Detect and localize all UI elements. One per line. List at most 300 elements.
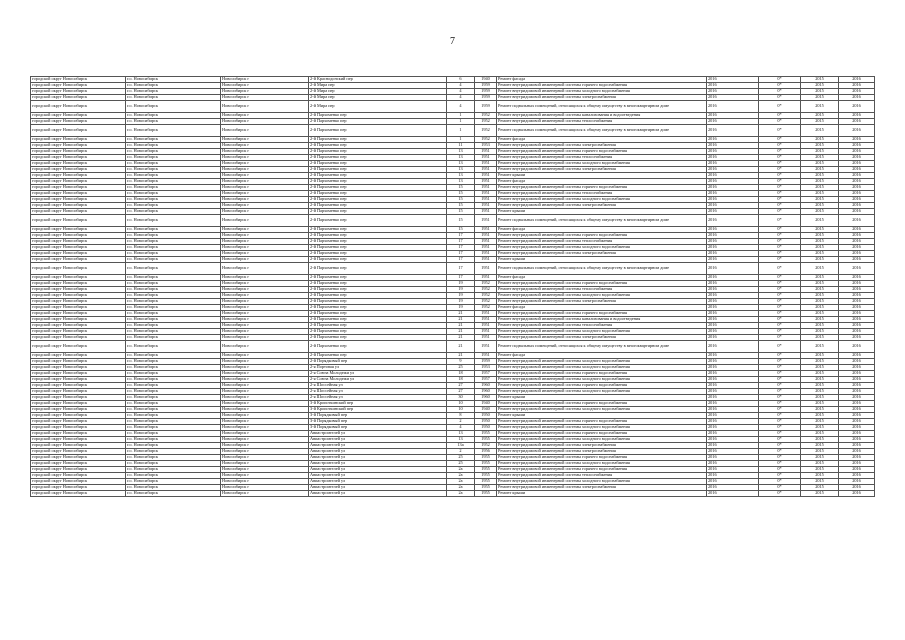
cell-city: Новосибирск г	[221, 209, 309, 215]
cell-street: 2-й Пархоменко пер	[309, 239, 447, 245]
cell-plan-year: 2016	[707, 413, 759, 419]
cell-city: Новосибирск г	[221, 317, 309, 323]
cell-street: Авиастроителей ул	[309, 467, 447, 473]
cell-settlement: г.о. Новосибирск	[126, 281, 221, 287]
cell-settlement: г.о. Новосибирск	[126, 371, 221, 377]
cell-street: 2-й Пархоменко пер	[309, 173, 447, 179]
cell-municipality: городской округ Новосибирск	[31, 167, 126, 173]
cell-settlement: г.о. Новосибирск	[126, 443, 221, 449]
cell-settlement: г.о. Новосибирск	[126, 311, 221, 317]
cell-work-type: Ремонт крыши	[497, 173, 707, 179]
cell-house-number: 1	[447, 119, 475, 125]
cell-cost-mark: 0*	[759, 209, 801, 215]
cell-settlement: г.о. Новосибирск	[126, 431, 221, 437]
cell-plan-year: 2016	[707, 407, 759, 413]
cell-house-number: 15	[447, 227, 475, 233]
cell-city: Новосибирск г	[221, 293, 309, 299]
cell-settlement: г.о. Новосибирск	[126, 413, 221, 419]
cell-period-end: 2016	[839, 161, 875, 167]
cell-plan-year: 2016	[707, 461, 759, 467]
cell-house-number: 21	[447, 341, 475, 353]
cell-period-end: 2016	[839, 83, 875, 89]
cell-period-end: 2016	[839, 335, 875, 341]
cell-street: 2-й Пархоменко пер	[309, 161, 447, 167]
cell-work-type: Ремонт внутридомовой инженерной системы горячего водоснабжения	[497, 455, 707, 461]
cell-build-year: 1951	[475, 149, 497, 155]
cell-settlement: г.о. Новосибирск	[126, 143, 221, 149]
cell-period-start: 2015	[801, 227, 839, 233]
cell-municipality: городской округ Новосибирск	[31, 173, 126, 179]
cell-city: Новосибирск г	[221, 401, 309, 407]
cell-house-number: 17	[447, 233, 475, 239]
cell-period-end: 2016	[839, 437, 875, 443]
cell-work-type: Ремонт внутридомовой инженерной системы холодного водоснабжения	[497, 329, 707, 335]
cell-municipality: городской округ Новосибирск	[31, 203, 126, 209]
cell-settlement: г.о. Новосибирск	[126, 257, 221, 263]
cell-period-end: 2016	[839, 239, 875, 245]
cell-period-end: 2016	[839, 389, 875, 395]
cell-period-end: 2016	[839, 353, 875, 359]
cell-settlement: г.о. Новосибирск	[126, 95, 221, 101]
cell-city: Новосибирск г	[221, 233, 309, 239]
cell-build-year: 1955	[475, 473, 497, 479]
cell-street: 2-й Пархоменко пер	[309, 305, 447, 311]
cell-cost-mark: 0*	[759, 185, 801, 191]
cell-build-year: 1940	[475, 401, 497, 407]
cell-house-number: 11	[447, 143, 475, 149]
cell-work-type: Ремонт внутридомовой инженерной системы холодного водоснабжения	[497, 389, 707, 395]
cell-house-number: 2	[447, 419, 475, 425]
cell-period-end: 2016	[839, 485, 875, 491]
cell-work-type: Ремонт внутридомовой инженерной системы канализования и водоотведения	[497, 113, 707, 119]
cell-street: 2-й Пархоменко пер	[309, 227, 447, 233]
cell-cost-mark: 0*	[759, 317, 801, 323]
cell-city: Новосибирск г	[221, 197, 309, 203]
cell-cost-mark: 0*	[759, 395, 801, 401]
cell-settlement: г.о. Новосибирск	[126, 467, 221, 473]
cell-build-year: 1952	[475, 119, 497, 125]
cell-house-number: 2	[447, 449, 475, 455]
cell-street: 2-й Пархоменко пер	[309, 233, 447, 239]
cell-period-start: 2015	[801, 281, 839, 287]
cell-period-end: 2016	[839, 473, 875, 479]
cell-plan-year: 2016	[707, 455, 759, 461]
cell-cost-mark: 0*	[759, 281, 801, 287]
cell-municipality: городской округ Новосибирск	[31, 479, 126, 485]
cell-street: 2-я Шоссейная ул	[309, 395, 447, 401]
cell-period-start: 2015	[801, 77, 839, 83]
cell-city: Новосибирск г	[221, 143, 309, 149]
cell-plan-year: 2016	[707, 383, 759, 389]
cell-cost-mark: 0*	[759, 287, 801, 293]
cell-settlement: г.о. Новосибирск	[126, 245, 221, 251]
cell-municipality: городской округ Новосибирск	[31, 281, 126, 287]
cell-plan-year: 2016	[707, 281, 759, 287]
cell-city: Новосибирск г	[221, 479, 309, 485]
cell-build-year: 1951	[475, 263, 497, 275]
cell-city: Новосибирск г	[221, 467, 309, 473]
cell-work-type: Ремонт фасада	[497, 77, 707, 83]
cell-build-year: 1951	[475, 329, 497, 335]
cell-period-start: 2015	[801, 299, 839, 305]
cell-period-end: 2016	[839, 461, 875, 467]
cell-period-start: 2015	[801, 173, 839, 179]
cell-cost-mark: 0*	[759, 113, 801, 119]
cell-street: 2-й Пархоменко пер	[309, 299, 447, 305]
cell-plan-year: 2016	[707, 275, 759, 281]
cell-build-year: 1951	[475, 245, 497, 251]
cell-house-number: 10	[447, 401, 475, 407]
cell-work-type: Ремонт внутридомовой инженерной системы теплоснабжения	[497, 119, 707, 125]
cell-city: Новосибирск г	[221, 263, 309, 275]
cell-build-year: 1955	[475, 461, 497, 467]
cell-house-number: 15	[447, 197, 475, 203]
cell-city: Новосибирск г	[221, 359, 309, 365]
cell-plan-year: 2016	[707, 395, 759, 401]
cell-plan-year: 2016	[707, 161, 759, 167]
cell-settlement: г.о. Новосибирск	[126, 167, 221, 173]
cell-street: 2-й Порядковый пер	[309, 359, 447, 365]
cell-period-start: 2015	[801, 359, 839, 365]
cell-cost-mark: 0*	[759, 233, 801, 239]
cell-city: Новосибирск г	[221, 161, 309, 167]
cell-settlement: г.о. Новосибирск	[126, 275, 221, 281]
cell-municipality: городской округ Новосибирск	[31, 335, 126, 341]
cell-city: Новосибирск г	[221, 257, 309, 263]
cell-municipality: городской округ Новосибирск	[31, 161, 126, 167]
cell-build-year: 1951	[475, 191, 497, 197]
cell-build-year: 1951	[475, 203, 497, 209]
cell-work-type: Ремонт подвальных помещений, относящихся к общему имуществу в многоквартирном доме	[497, 101, 707, 113]
cell-build-year: 1955	[475, 467, 497, 473]
cell-plan-year: 2016	[707, 365, 759, 371]
cell-settlement: г.о. Новосибирск	[126, 425, 221, 431]
cell-cost-mark: 0*	[759, 419, 801, 425]
cell-street: 2-й Пархоменко пер	[309, 119, 447, 125]
cell-plan-year: 2016	[707, 287, 759, 293]
cell-period-start: 2015	[801, 257, 839, 263]
cell-street: 2-й Пархоменко пер	[309, 113, 447, 119]
cell-period-end: 2016	[839, 203, 875, 209]
cell-cost-mark: 0*	[759, 275, 801, 281]
cell-period-start: 2015	[801, 335, 839, 341]
cell-house-number: 17	[447, 239, 475, 245]
cell-build-year: 1957	[475, 377, 497, 383]
cell-period-start: 2015	[801, 371, 839, 377]
cell-municipality: городской округ Новосибирск	[31, 413, 126, 419]
cell-city: Новосибирск г	[221, 101, 309, 113]
cell-municipality: городской округ Новосибирск	[31, 95, 126, 101]
cell-period-start: 2015	[801, 161, 839, 167]
cell-work-type: Ремонт внутридомовой инженерной системы теплоснабжения	[497, 323, 707, 329]
cell-street: 2-й Краснодонский пер	[309, 77, 447, 83]
cell-municipality: городской округ Новосибирск	[31, 377, 126, 383]
cell-period-end: 2016	[839, 293, 875, 299]
cell-house-number: 4	[447, 89, 475, 95]
cell-plan-year: 2016	[707, 173, 759, 179]
cell-house-number: 18	[447, 371, 475, 377]
cell-city: Новосибирск г	[221, 287, 309, 293]
cell-period-start: 2015	[801, 485, 839, 491]
capital-repair-table	[30, 76, 875, 497]
cell-street: Авиастроителей ул	[309, 455, 447, 461]
cell-work-type: Ремонт внутридомовой инженерной системы горячего водоснабжения	[497, 371, 707, 377]
cell-period-start: 2015	[801, 215, 839, 227]
cell-municipality: городской округ Новосибирск	[31, 215, 126, 227]
cell-house-number: 18	[447, 377, 475, 383]
cell-cost-mark: 0*	[759, 431, 801, 437]
cell-work-type: Ремонт внутридомовой инженерной системы электроснабжения	[497, 203, 707, 209]
cell-settlement: г.о. Новосибирск	[126, 77, 221, 83]
cell-cost-mark: 0*	[759, 155, 801, 161]
cell-build-year: 1951	[475, 353, 497, 359]
cell-settlement: г.о. Новосибирск	[126, 239, 221, 245]
cell-city: Новосибирск г	[221, 77, 309, 83]
cell-period-end: 2016	[839, 395, 875, 401]
cell-street: 2-я Шоссейная ул	[309, 383, 447, 389]
cell-work-type: Ремонт фасада	[497, 227, 707, 233]
cell-cost-mark: 0*	[759, 389, 801, 395]
cell-city: Новосибирск г	[221, 185, 309, 191]
cell-street: Авиастроителей ул	[309, 473, 447, 479]
cell-period-end: 2016	[839, 401, 875, 407]
cell-city: Новосибирск г	[221, 203, 309, 209]
cell-house-number: 6	[447, 77, 475, 83]
cell-period-start: 2015	[801, 425, 839, 431]
cell-work-type: Ремонт внутридомовой инженерной системы холодного водоснабжения	[497, 197, 707, 203]
cell-build-year: 1951	[475, 341, 497, 353]
cell-work-type: Ремонт внутридомовой инженерной системы холодного водоснабжения	[497, 479, 707, 485]
cell-house-number: 17	[447, 251, 475, 257]
cell-build-year: 1940	[475, 77, 497, 83]
cell-street: 2-й Пархоменко пер	[309, 245, 447, 251]
cell-build-year: 1955	[475, 479, 497, 485]
cell-plan-year: 2016	[707, 185, 759, 191]
cell-work-type: Ремонт внутридомовой инженерной системы горячего водоснабжения	[497, 431, 707, 437]
cell-municipality: городской округ Новосибирск	[31, 185, 126, 191]
cell-house-number: 4	[447, 83, 475, 89]
cell-house-number: 15	[447, 215, 475, 227]
cell-plan-year: 2016	[707, 425, 759, 431]
cell-municipality: городской округ Новосибирск	[31, 179, 126, 185]
cell-plan-year: 2016	[707, 119, 759, 125]
cell-street: Авиастроителей ул	[309, 437, 447, 443]
cell-period-end: 2016	[839, 305, 875, 311]
cell-house-number: 17	[447, 245, 475, 251]
cell-period-start: 2015	[801, 233, 839, 239]
cell-municipality: городской округ Новосибирск	[31, 209, 126, 215]
cell-build-year: 1955	[475, 437, 497, 443]
cell-city: Новосибирск г	[221, 407, 309, 413]
cell-period-start: 2015	[801, 83, 839, 89]
cell-build-year: 1951	[475, 209, 497, 215]
cell-settlement: г.о. Новосибирск	[126, 251, 221, 257]
cell-cost-mark: 0*	[759, 341, 801, 353]
cell-period-end: 2016	[839, 275, 875, 281]
cell-municipality: городской округ Новосибирск	[31, 449, 126, 455]
cell-municipality: городской округ Новосибирск	[31, 425, 126, 431]
cell-house-number: 4	[447, 95, 475, 101]
cell-work-type: Ремонт подвальных помещений, относящихся к общему имуществу в многоквартирном доме	[497, 125, 707, 137]
cell-work-type: Ремонт крыши	[497, 491, 707, 497]
cell-period-end: 2016	[839, 365, 875, 371]
cell-work-type: Ремонт внутридомовой инженерной системы холодного водоснабжения	[497, 377, 707, 383]
cell-period-end: 2016	[839, 407, 875, 413]
cell-period-end: 2016	[839, 137, 875, 143]
cell-plan-year: 2016	[707, 197, 759, 203]
cell-period-start: 2015	[801, 311, 839, 317]
cell-period-start: 2015	[801, 185, 839, 191]
cell-plan-year: 2016	[707, 305, 759, 311]
cell-cost-mark: 0*	[759, 305, 801, 311]
cell-period-end: 2016	[839, 281, 875, 287]
table-row	[31, 101, 875, 113]
cell-settlement: г.о. Новосибирск	[126, 101, 221, 113]
cell-cost-mark: 0*	[759, 257, 801, 263]
cell-period-end: 2016	[839, 185, 875, 191]
cell-settlement: г.о. Новосибирск	[126, 419, 221, 425]
cell-municipality: городской округ Новосибирск	[31, 311, 126, 317]
cell-plan-year: 2016	[707, 215, 759, 227]
cell-build-year: 1951	[475, 317, 497, 323]
cell-municipality: городской округ Новосибирск	[31, 419, 126, 425]
cell-settlement: г.о. Новосибирск	[126, 329, 221, 335]
cell-street: 2-й Пархоменко пер	[309, 341, 447, 353]
cell-cost-mark: 0*	[759, 407, 801, 413]
cell-settlement: г.о. Новосибирск	[126, 149, 221, 155]
cell-settlement: г.о. Новосибирск	[126, 137, 221, 143]
cell-cost-mark: 0*	[759, 311, 801, 317]
cell-settlement: г.о. Новосибирск	[126, 353, 221, 359]
cell-work-type: Ремонт внутридомовой инженерной системы теплоснабжения	[497, 287, 707, 293]
cell-street: 2-й Пархоменко пер	[309, 137, 447, 143]
cell-city: Новосибирск г	[221, 461, 309, 467]
cell-work-type: Ремонт внутридомовой инженерной системы горячего водоснабжения	[497, 419, 707, 425]
cell-period-start: 2015	[801, 431, 839, 437]
cell-plan-year: 2016	[707, 491, 759, 497]
cell-period-start: 2015	[801, 383, 839, 389]
cell-work-type: Ремонт внутридомовой инженерной системы горячего водоснабжения	[497, 383, 707, 389]
cell-period-start: 2015	[801, 461, 839, 467]
cell-settlement: г.о. Новосибирск	[126, 113, 221, 119]
cell-municipality: городской округ Новосибирск	[31, 431, 126, 437]
cell-street: 3-й Порядковый пер	[309, 419, 447, 425]
cell-cost-mark: 0*	[759, 239, 801, 245]
cell-plan-year: 2016	[707, 83, 759, 89]
cell-period-end: 2016	[839, 251, 875, 257]
cell-work-type: Ремонт внутридомовой инженерной системы холодного водоснабжения	[497, 89, 707, 95]
cell-period-start: 2015	[801, 251, 839, 257]
cell-work-type: Ремонт внутридомовой инженерной системы холодного водоснабжения	[497, 365, 707, 371]
cell-house-number: 27	[447, 383, 475, 389]
cell-plan-year: 2016	[707, 101, 759, 113]
cell-street: 3-й Порядковый пер	[309, 413, 447, 419]
cell-city: Новосибирск г	[221, 323, 309, 329]
cell-plan-year: 2016	[707, 293, 759, 299]
cell-cost-mark: 0*	[759, 167, 801, 173]
cell-house-number: 19	[447, 281, 475, 287]
cell-work-type: Ремонт внутридомовой инженерной системы электроснабжения	[497, 251, 707, 257]
cell-period-start: 2015	[801, 449, 839, 455]
cell-municipality: городской округ Новосибирск	[31, 461, 126, 467]
cell-plan-year: 2016	[707, 179, 759, 185]
cell-build-year: 1955	[475, 491, 497, 497]
cell-city: Новосибирск г	[221, 119, 309, 125]
cell-city: Новосибирск г	[221, 365, 309, 371]
cell-period-start: 2015	[801, 245, 839, 251]
cell-period-start: 2015	[801, 401, 839, 407]
cell-build-year: 1950	[475, 413, 497, 419]
cell-period-start: 2015	[801, 329, 839, 335]
cell-period-end: 2016	[839, 245, 875, 251]
cell-street: 2-й Пархоменко пер	[309, 317, 447, 323]
cell-cost-mark: 0*	[759, 371, 801, 377]
cell-street: 2-й Пархоменко пер	[309, 263, 447, 275]
cell-plan-year: 2016	[707, 137, 759, 143]
cell-street: Авиастроителей ул	[309, 449, 447, 455]
cell-house-number: 13	[447, 179, 475, 185]
cell-cost-mark: 0*	[759, 491, 801, 497]
cell-work-type: Ремонт подвальных помещений, относящихся к общему имуществу в многоквартирном доме	[497, 341, 707, 353]
cell-house-number: 13	[447, 167, 475, 173]
cell-work-type: Ремонт внутридомовой инженерной системы холодного водоснабжения	[497, 245, 707, 251]
cell-city: Новосибирск г	[221, 311, 309, 317]
cell-cost-mark: 0*	[759, 191, 801, 197]
cell-municipality: городской округ Новосибирск	[31, 263, 126, 275]
cell-cost-mark: 0*	[759, 443, 801, 449]
cell-build-year: 1952	[475, 443, 497, 449]
cell-street: 2-й Пархоменко пер	[309, 329, 447, 335]
cell-street: 2-й Пархоменко пер	[309, 335, 447, 341]
cell-street: 2-й Пархоменко пер	[309, 143, 447, 149]
cell-build-year: 1940	[475, 407, 497, 413]
cell-plan-year: 2016	[707, 257, 759, 263]
cell-settlement: г.о. Новосибирск	[126, 287, 221, 293]
cell-build-year: 1951	[475, 161, 497, 167]
cell-street: 2-й Пархоменко пер	[309, 209, 447, 215]
cell-plan-year: 2016	[707, 419, 759, 425]
cell-cost-mark: 0*	[759, 227, 801, 233]
cell-period-start: 2015	[801, 143, 839, 149]
cell-period-start: 2015	[801, 377, 839, 383]
cell-work-type: Ремонт внутридомовой инженерной системы канализования и водоотведения	[497, 317, 707, 323]
cell-plan-year: 2016	[707, 239, 759, 245]
cell-work-type: Ремонт крыши	[497, 395, 707, 401]
cell-house-number: 13	[447, 155, 475, 161]
cell-city: Новосибирск г	[221, 245, 309, 251]
cell-period-start: 2015	[801, 443, 839, 449]
cell-period-end: 2016	[839, 167, 875, 173]
cell-cost-mark: 0*	[759, 377, 801, 383]
cell-settlement: г.о. Новосибирск	[126, 203, 221, 209]
cell-period-end: 2016	[839, 95, 875, 101]
cell-street: Авиастроителей ул	[309, 479, 447, 485]
cell-work-type: Ремонт внутридомовой инженерной системы электроснабжения	[497, 443, 707, 449]
cell-period-start: 2015	[801, 353, 839, 359]
cell-city: Новосибирск г	[221, 137, 309, 143]
cell-plan-year: 2016	[707, 251, 759, 257]
cell-house-number: 1	[447, 137, 475, 143]
cell-house-number: 21	[447, 311, 475, 317]
cell-build-year: 1951	[475, 185, 497, 191]
cell-street: Авиастроителей ул	[309, 485, 447, 491]
cell-work-type: Ремонт крыши	[497, 209, 707, 215]
cell-period-start: 2015	[801, 419, 839, 425]
cell-municipality: городской округ Новосибирск	[31, 389, 126, 395]
cell-city: Новосибирск г	[221, 191, 309, 197]
cell-settlement: г.о. Новосибирск	[126, 323, 221, 329]
cell-city: Новосибирск г	[221, 155, 309, 161]
